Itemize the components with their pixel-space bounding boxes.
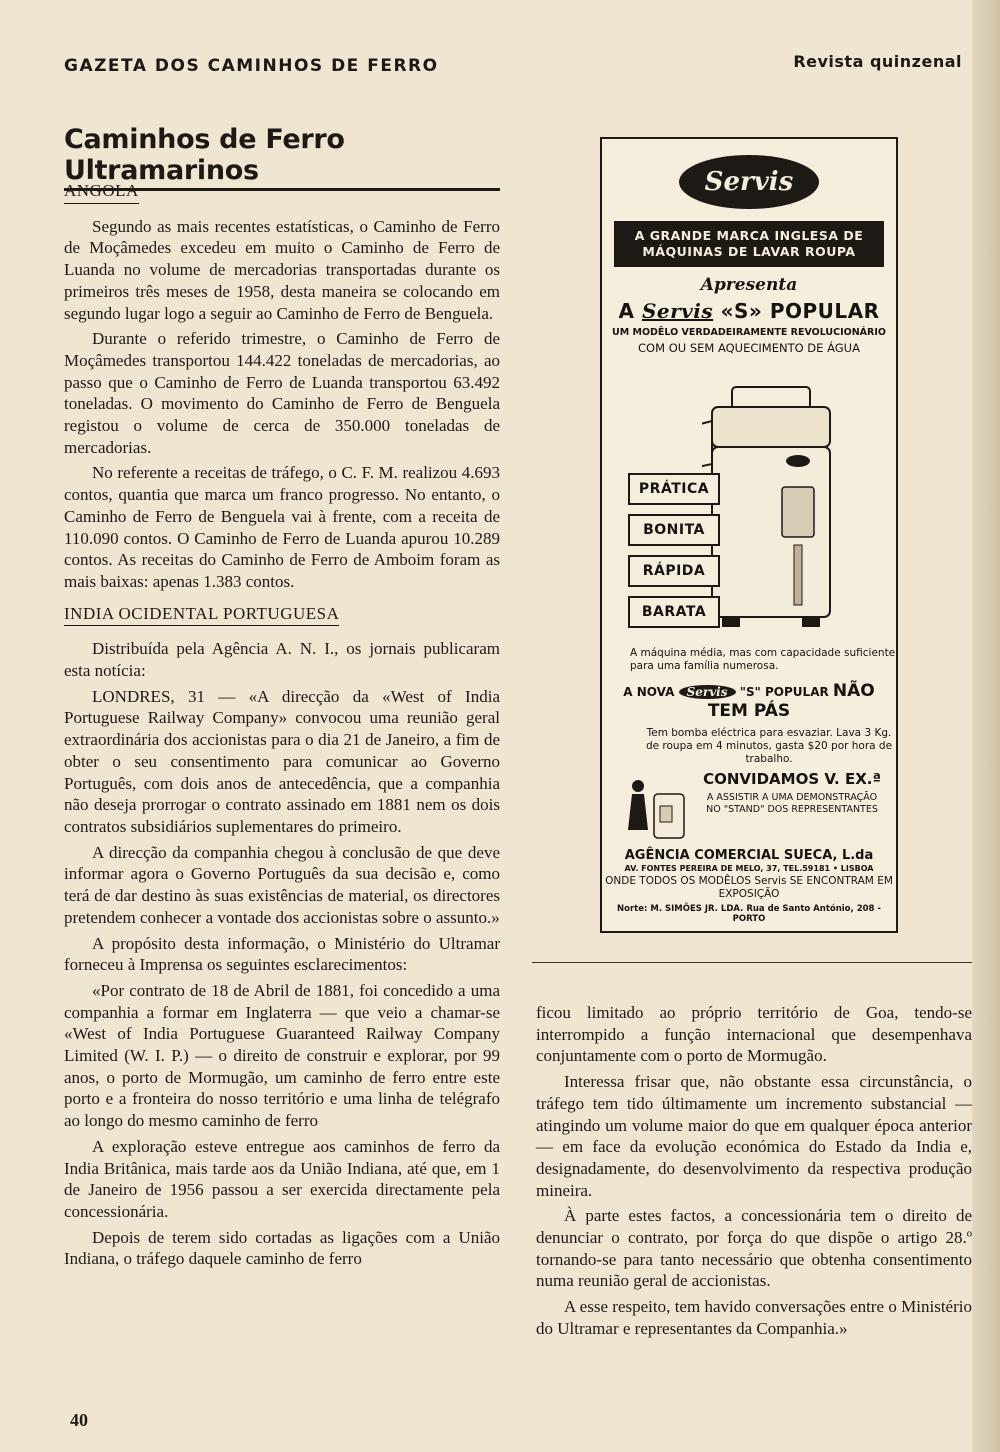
ad-nova-line bbox=[602, 681, 896, 721]
ad-caption: A máquina média, mas com capacidade suficiente para uma família numerosa. bbox=[630, 647, 896, 672]
washing-machine-illustration bbox=[702, 369, 852, 637]
ad-subtitle-line: COM OU SEM AQUECIMENTO DE ÁGUA bbox=[638, 341, 860, 355]
section-heading-india: INDIA OCIDENTAL PORTUGUESA bbox=[64, 603, 339, 627]
machine-illustration-area bbox=[602, 363, 896, 653]
ad-banner: A GRANDE MARCA INGLESA DE MÁQUINAS DE LAVAR ROUPA bbox=[614, 221, 884, 267]
paragraph: ficou limitado ao próprio território de Goa, tendo-se interrompido a função internacional que desempenhava conjuntamente com o porto de Mormugão. bbox=[536, 1003, 972, 1066]
woman-with-machine-illustration bbox=[628, 774, 688, 844]
paragraph: A esse respeito, tem havido conversações entre o Ministério do Ultramar e representantes da Companhia.» bbox=[536, 1297, 972, 1338]
paragraph: Segundo as mais recentes estatísticas, o Caminho de Ferro de Moçâmedes excedeu em muito o Caminho de Ferro de Luanda no volume de mercadorias transportadas durante os primeiros três meses de 1958, desta maneira se colocando em segundo lugar logo a seguir ao Caminho de Ferro de Benguela. bbox=[64, 216, 500, 323]
ad-agency-address: AV. FONTES PEREIRA DE MELO, 37, TEL.59181 • LISBOA bbox=[624, 864, 874, 873]
ad-nova-model: "S" POPULAR bbox=[739, 685, 829, 699]
convite-area bbox=[602, 770, 896, 850]
ad-exhibition-note: ONDE TODOS OS MODÊLOS Servis SE ENCONTRAM EM EXPOSIÇÃO bbox=[605, 875, 893, 900]
paragraph: Depois de terem sido cortadas as ligações com a União Indiana, o tráfego daquele caminho de ferro bbox=[64, 1227, 500, 1269]
publication-title: GAZETA DOS CAMINHOS DE FERRO bbox=[64, 56, 439, 76]
paragraph: Durante o referido trimestre, o Caminho de Ferro de Moçâmedes transportou 144.422 toneladas de mercadorias, ao passo que o Caminho de Ferro de Luanda transportou 63.492 toneladas. O movimento do Caminho de Ferro de Benguela registou o volume de cerca de 350.000 toneladas de mercadorias. bbox=[64, 329, 500, 457]
ad-apresenta: Apresenta bbox=[700, 275, 798, 295]
paragraph: «Por contrato de 18 de Abril de 1881, foi concedido a uma companhia a formar em Inglaterra — que veio a chamar-se «West of India Portuguese Guaranteed Railway Company Limited (W. I. P.) — o direito de construir e explorar, por 99 anos, o porto de Mormugão, um caminho de ferro entre este porto e a fronteira do nosso território e uma linha de telégrafo ao longo do mesmo caminho de ferro bbox=[64, 980, 500, 1131]
paragraph: LONDRES, 31 — «A direcção da «West of India Portuguese Railway Company» convocou uma reunião geral extraordinária dos accionistas para o dia 21 de Janeiro, a fim de obter o seu consentimento para comunicar ao Governo Português, com dois anos de antecedência, que a companhia não deseja prorrogar o contrato assinado em 1881 nem os dois contratos subsidiários suplementares do primeiro. bbox=[64, 686, 500, 836]
publication-frequency: Revista quinzenal bbox=[793, 52, 962, 71]
feature-label: BONITA bbox=[628, 514, 720, 546]
ad-northern-agent: Norte: M. SIMÕES JR. LDA. Rua de Santo António, 208 - PORTO bbox=[617, 904, 881, 924]
paragraph: A direcção da companhia chegou à conclusão de que deve informar agora o Governo Português da sua decisão e, como terá de dar destino às suas existências de material, os directores pretendem conhecer a vontade dos accionistas sobre o assunto.» bbox=[64, 842, 500, 927]
paragraph: Distribuída pela Agência A. N. I., os jornais publicaram esta notícia: bbox=[64, 639, 500, 681]
page-number: 40 bbox=[70, 1410, 88, 1430]
paragraph: No referente a receitas de tráfego, o C. F. M. realizou 4.693 contos, quantia que marca um franco progresso. No entanto, o Caminho de Ferro de Benguela vai à frente, com a receita de 110.090 contos. O Caminho de Ferro de Luanda apurou 10.289 contos. As receitas do Caminho de Ferro de Amboim foram as mais baixas: apenas 1.383 contos. bbox=[64, 463, 500, 591]
ad-convite-sub: A ASSISTIR A UMA DEMONSTRAÇÃO NO "STAND" DOS REPRESENTANTES bbox=[706, 792, 878, 815]
paragraph: À parte estes factos, a concessionária tem o direito de denunciar o contrato, por força do que dispõe o artigo 28.º tornando-se para tanto necessário que obtenha consentimento numa reunião geral de accionistas. bbox=[536, 1206, 972, 1291]
page-edge bbox=[972, 0, 1000, 1452]
ad-nova-brand: Servis bbox=[679, 685, 736, 699]
ad-model-name bbox=[602, 299, 896, 323]
ad-model-suffix: «S» POPULAR bbox=[720, 299, 880, 323]
ad-subtitle bbox=[602, 327, 896, 339]
feature-label: PRÁTICA bbox=[628, 473, 720, 505]
ad-model-brand: Servis bbox=[641, 299, 714, 323]
paragraph: A propósito desta informação, o Ministério do Ultramar forneceu à Imprensa os seguintes esclarecimentos: bbox=[64, 933, 500, 975]
section-heading-angola: ANGOLA bbox=[64, 180, 139, 204]
ad-model-prefix: A bbox=[618, 299, 635, 323]
feature-label: BARATA bbox=[628, 596, 720, 628]
ad-nova-prefix: A NOVA bbox=[623, 685, 675, 699]
right-column bbox=[536, 1002, 972, 1340]
paragraph: Interessa frisar que, não obstante essa circunstância, o tráfego tem tido últimamente um incremento substancial — atingindo um volume maior do que em qualquer época anterior — em face da evolução económica do Estado da India e, designadamente, do desenvolvimento da respectiva produção mineira. bbox=[536, 1072, 972, 1200]
servis-logo: Servis bbox=[679, 155, 819, 209]
ad-subtitle-line: UM MODÊLO VERDADEIRAMENTE REVOLUCIONÁRIO bbox=[612, 327, 886, 338]
paragraph: A exploração esteve entregue aos caminhos de ferro da India Britânica, mais tarde aos da União Indiana, até que, em 1 de Janeiro de 1956 passou a ser exercida directamente pela concessionária. bbox=[64, 1136, 500, 1221]
ad-agency-name: AGÊNCIA COMERCIAL SUECA, L.da bbox=[624, 848, 874, 863]
article-title: Caminhos de Ferro Ultramarinos bbox=[64, 124, 500, 191]
ad-convidamos: CONVIDAMOS V. EX.ª bbox=[703, 770, 881, 788]
feature-list bbox=[628, 473, 720, 637]
left-column bbox=[64, 180, 500, 1270]
servis-advertisement bbox=[600, 137, 898, 933]
feature-label: RÁPIDA bbox=[628, 555, 720, 587]
column-divider bbox=[532, 962, 972, 963]
ad-pump-text: Tem bomba eléctrica para esvaziar. Lava 3 Kg. de roupa em 4 minutos, gasta $20 por hora de trabalho. bbox=[645, 727, 893, 765]
ad-nova-claim: NÃO TEM PÁS bbox=[707, 681, 875, 721]
